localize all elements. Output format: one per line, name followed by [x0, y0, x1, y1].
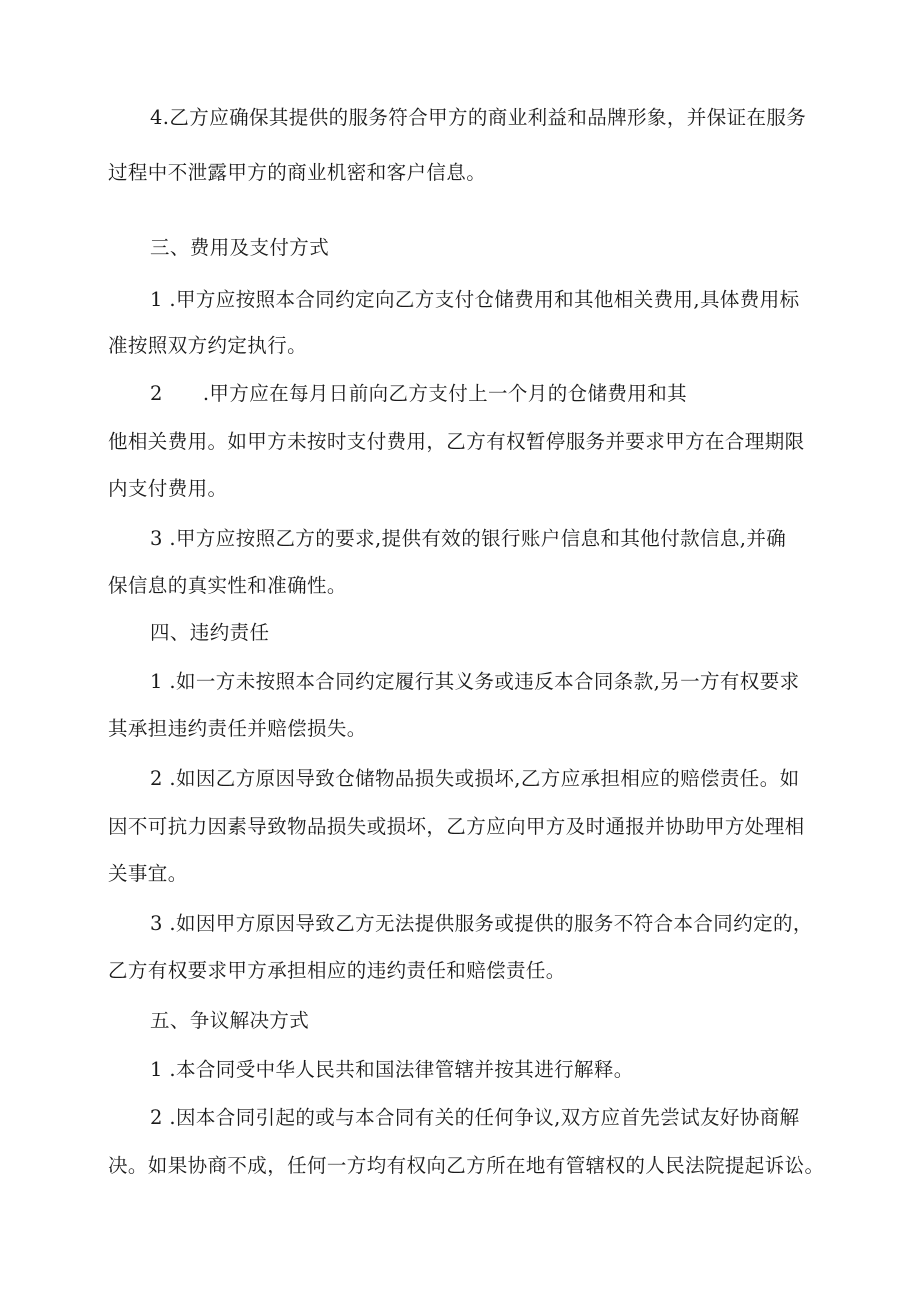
section-5-item-2-line-2: 决。如果协商不成，任何一方均有权向乙方所在地有管辖权的人民法院提起诉讼。: [108, 1154, 825, 1177]
section-3-item-2-line-1: [150, 381, 687, 407]
section-4-item-1-line-2: 其承担违约责任并赔偿损失。: [108, 717, 367, 740]
section-3-item-2-number: 2: [150, 382, 163, 405]
section-3-item-1-line-1: 1 .甲方应按照本合同约定向乙方支付仓储费用和其他相关费用,具体费用标: [150, 288, 800, 311]
section-4-heading: 四、违约责任: [150, 621, 270, 644]
section-4-item-3-line-1: 3 .如因甲方原因导致乙方无法提供服务或提供的服务不符合本合同约定的，: [150, 912, 813, 935]
section-3-item-3-line-1: 3 .甲方应按照乙方的要求,提供有效的银行账户信息和其他付款信息,并确: [150, 527, 787, 550]
section-3-item-2-line-3: 内支付费用。: [108, 477, 228, 500]
clause-4-line-1: 4.乙方应确保其提供的服务符合甲方的商业利益和品牌形象，并保证在服务: [150, 106, 807, 129]
section-4-item-2-line-1: 2 .如因乙方原因导致仓储物品损失或损坏,乙方应承担相应的赔偿责任。如: [150, 767, 800, 790]
section-5-item-1-line-1: 1 .本合同受中华人民共和国法律管辖并按其进行解释。: [150, 1058, 634, 1081]
section-3-item-2-text: .甲方应在每月日前向乙方支付上一个月的仓储费用和其: [202, 382, 688, 405]
section-4-item-2-line-3: 关事宜。: [108, 862, 188, 885]
section-3-item-2-line-2: 他相关费用。如甲方未按时支付费用，乙方有权暂停服务并要求甲方在合理期限: [108, 430, 805, 453]
section-4-item-3-line-2: 乙方有权要求甲方承担相应的违约责任和赔偿责任。: [108, 959, 566, 982]
section-5-heading: 五、争议解决方式: [150, 1009, 310, 1032]
section-4-item-1-line-1: 1 .如一方未按照本合同约定履行其义务或违反本合同条款,另一方有权要求: [150, 670, 800, 693]
section-4-item-2-line-2: 因不可抗力因素导致物品损失或损坏，乙方应向甲方及时通报并协助甲方处理相: [108, 815, 805, 838]
section-3-heading: 三、费用及支付方式: [150, 236, 330, 259]
clause-4-line-2: 过程中不泄露甲方的商业机密和客户信息。: [108, 161, 487, 184]
section-3-item-1-line-2: 准按照双方约定执行。: [108, 334, 308, 357]
section-3-item-3-line-2: 保信息的真实性和准确性。: [108, 574, 347, 597]
section-5-item-2-line-1: 2 .因本合同引起的或与本合同有关的任何争议,双方应首先尝试友好协商解: [150, 1106, 800, 1129]
